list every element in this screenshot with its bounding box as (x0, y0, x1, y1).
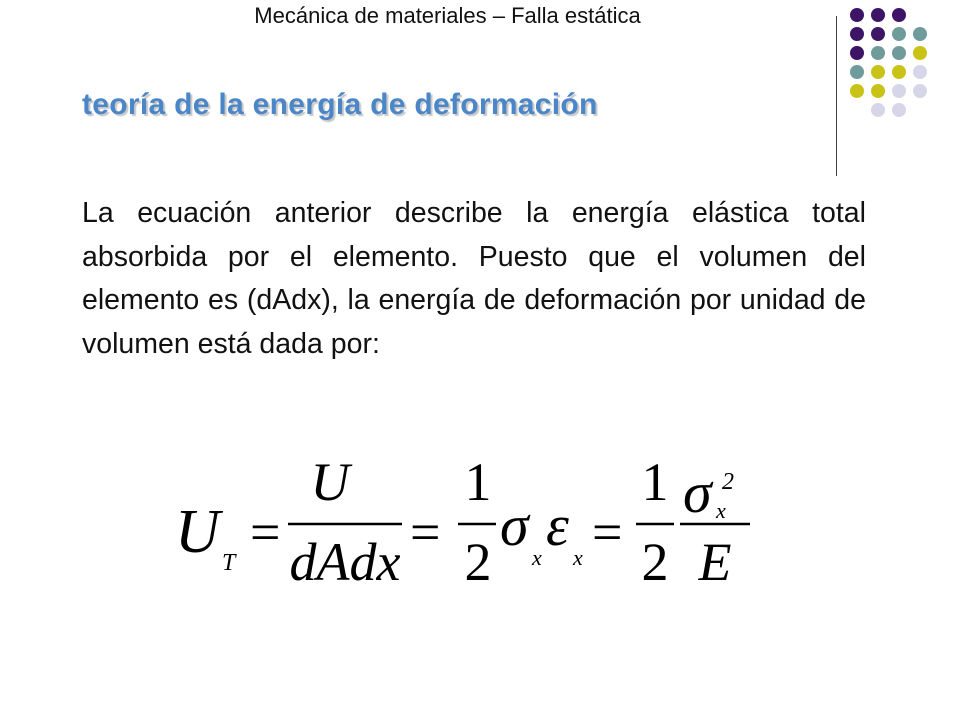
eq-sigma: σ (500, 493, 529, 558)
eq-sigma-sub-x: x (532, 545, 542, 570)
decorative-dot (892, 103, 906, 117)
eq-lhs-u: U (175, 498, 220, 566)
eq-sigma-2-sup: 2 (722, 469, 734, 495)
decorative-dot (913, 46, 927, 60)
decorative-dot (913, 84, 927, 98)
decorative-dot (892, 65, 906, 79)
eq-lhs-sub-t: T (222, 550, 236, 576)
decorative-dot (850, 8, 864, 22)
eq-frac3-den: 2 (641, 532, 669, 592)
energy-equation (170, 452, 770, 602)
eq-sigma-2-sub-x: x (716, 498, 726, 523)
slide-header: Mecánica de materiales – Falla estática (254, 3, 641, 28)
eq-frac1-den: dAdx (289, 532, 401, 592)
eq-sigma-2: σ (683, 460, 712, 525)
decorative-dot (850, 84, 864, 98)
eq-epsilon-sub-x: x (573, 545, 583, 570)
slide-title: teoría de la energía de deformación (82, 88, 598, 121)
eq-frac1-num: U (310, 452, 350, 512)
decorative-dot (850, 46, 864, 60)
decorative-dot (850, 65, 864, 79)
decorative-dot (892, 46, 906, 60)
decorative-dot (871, 27, 885, 41)
decorative-dot (892, 84, 906, 98)
decorative-dot (871, 46, 885, 60)
eq-equals-1: = (250, 502, 281, 562)
decorative-dot (871, 65, 885, 79)
eq-frac2-num: 1 (464, 452, 492, 512)
body-paragraph: La ecuación anterior describe la energía elástica total absorbida por el elemento. Puesto que el volumen del elemento es (dAdx), la energía de deformación por unidad de volumen está dada por: (82, 197, 866, 360)
decorative-dot (871, 103, 885, 117)
decorative-dot (892, 8, 906, 22)
eq-epsilon: ε (546, 493, 569, 558)
eq-equals-2: = (410, 502, 441, 562)
decorative-dot (913, 27, 927, 41)
eq-frac2-den: 2 (464, 532, 492, 592)
decorative-dot (871, 84, 885, 98)
eq-frac4-den: E (698, 532, 732, 592)
divider-line (836, 16, 837, 176)
decorative-dot (892, 27, 906, 41)
decorative-dot (913, 65, 927, 79)
eq-frac3-num: 1 (641, 452, 669, 512)
decorative-dot (871, 8, 885, 22)
decorative-dot (850, 27, 864, 41)
eq-equals-3: = (592, 502, 623, 562)
